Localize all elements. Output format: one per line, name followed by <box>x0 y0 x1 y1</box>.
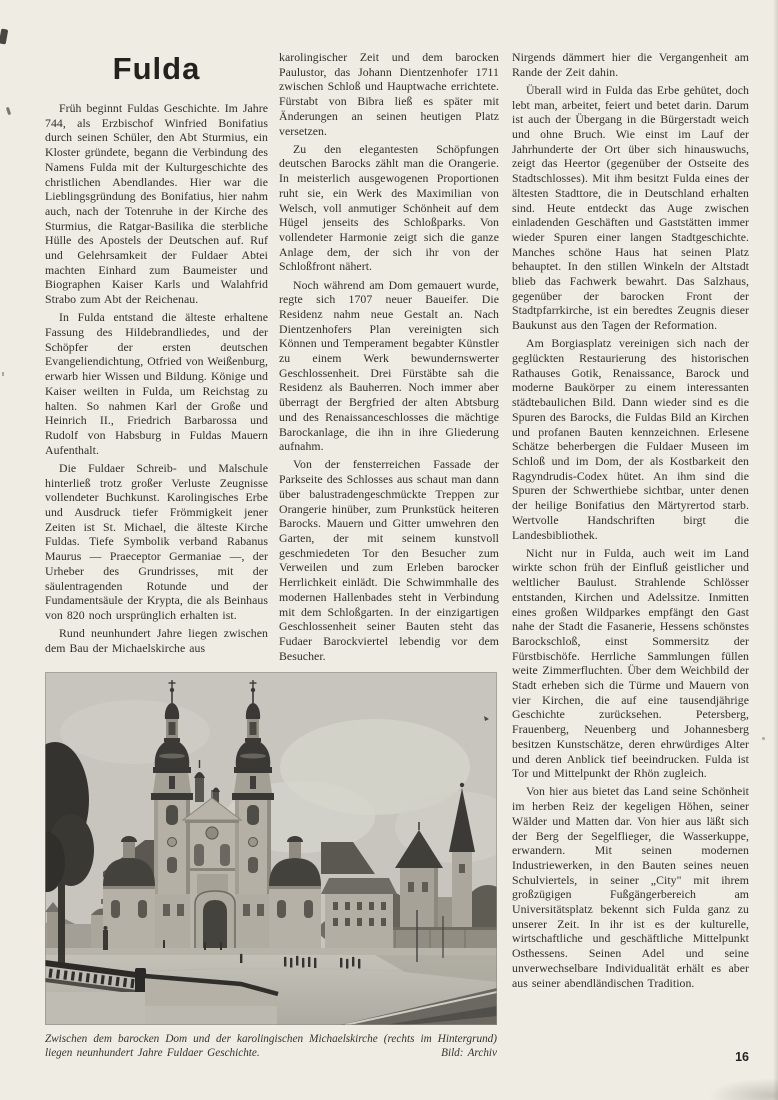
paragraph: Nicht nur in Fulda, auch weit im Land wirkte schon früh der Einfluß geistlicher und weltlicher Baulust. Strahlende Schlösser entstanden, Kirchen und Adelssitze. Inmitten eines großen Wildparkes empfängt den Gast nahe der Stadt die Fasanerie, Hessens schönstes Barockschloß, einst Sommersitz der Fürstbischöfe. Herrliche Sammlungen füllen weite Zimmerfluchten. Über dem Weichbild der Stadt erheben sich die Türme und Mauern von vier Kirchen, die auf eine tausendjährige Geschichte zurücksehen. Petersberg, Frauenberg, Neuenberg und Johannesberg besitzen Kunstschätze, deren ehrwürdiges Alter und deren Anblick tief beeindrucken. Fulda ist Tor und Mittelpunkt der Rhön zugleich. <box>512 545 749 781</box>
paragraph: In Fulda entstand die älteste erhaltene Fassung des Hildebrandliedes, und der Schöpfer der ersten deutschen Evangeliendichtung, Otfried von Weißenburg, erwarb hier Wissen und Bildung. Könige und Kaiser weilten in Fulda, um Reichstag zu halten. So nahmen Karl der Große und Heinrich II., Friedrich Barbarossa und Rudolf von Habsburg in Fuldas Mauern Aufenthalt. <box>45 310 268 457</box>
photo-caption-text: Zwischen dem barocken Dom und der karolingischen Michaelskirche (rechts im Hintergrund) liegen neunhundert Jahre Fuldaer Geschichte. <box>45 1033 497 1059</box>
print-artifact <box>2 372 4 376</box>
article-column-1 <box>45 44 268 670</box>
paragraph: Überall wird in Fulda das Erbe gehütet, doch lebt man, arbeitet, feiert und betet darin. Darum ist auch der Übergang in die Bürgerstadt weich und ohne Bruch. Wie einst im Lauf der Jahrhunderte der Ort über sich hinauswuchs, zeigt das Heertor (gegenüber der Ostseite des Stadtschlosses). Mit ihm besitzt Fulda eines der ältesten Stadttore, die in Deutschland erhalten sind. Heute entdeckt das Auge zwischen einladenden Geschäften und Gaststätten immer wieder Spuren einer langen Stadtgeschichte. Manches schöne Haus hat seinen Platz behauptet. In den stillen Winkeln der Altstadt blieb das Fachwerk bewahrt. Das Salzhaus, gegenüber der barocken Front der Stadtpfarrkirche, ist ein beredtes Zeugnis dieser Baukunst aus den Tagen der Reformation. <box>512 82 749 333</box>
paragraph: Nirgends dämmert hier die Vergangenheit am Rande der Zeit dahin. <box>512 50 749 79</box>
paragraph: Von der fensterreichen Fassade der Parkseite des Schlosses aus schaut man dann über balustradengeschmückte Treppen zur Orangerie hinüber, zum Prunkstück heiteren Barocks. Mauern und Gitter umwehren den Garten, der mit seinem kunstvoll geschmiedeten Tor den Besucher zum Verweilen und zum Erleben barocker Herrlichkeit einlädt. Die Schwimmhalle des modernen Hallenbades steht in Verbindung mit dem Schloßgarten. In der einzigartigen Geschlossenheit seiner Bauten steht das Fudaer Barockviertel lebendig vor dem Besucher. <box>279 457 499 663</box>
print-artifact <box>762 737 765 740</box>
print-artifact <box>0 29 8 45</box>
paragraph: Am Borgiasplatz vereinigen sich nach der geglückten Restaurierung des historischen Rathauses Gotik, Renaissance, Barock und moderne Baukörper zu einem interessanten städtebaulichen Bild. Dann wieder sind es die Spuren des Barocks, die Fuldas Bild an Kirchen und profanen Bauten kennzeichnen. Erlesene Schätze beherbergen die Fuldaer Museen im Schloß und im Dom, der als Kostbarkeit den Ragyndrudis-Codex hütet. An ihm sind die Spuren der Schwerthiebe sichtbar, unter denen der heilige Bonifatius den Märtyrertod starb. Wertvolle Handschriften birgt die Landesbibliothek. <box>512 336 749 542</box>
paragraph: karolingischer Zeit und dem barocken Paulustor, das Johann Dientzenhofer 1711 zwischen Schloß und Hauptwache errichtete. Fürstabt von Bibra ließ es später mit Änderungen an seinen heutigen Platz versetzen. <box>279 50 499 138</box>
paragraph: Die Fuldaer Schreib- und Malschule hinterließ trotz großer Verluste Zeugnisse vollendeter Buchkunst. Karolingisches Erbe und Ausdruck tiefer Frömmigkeit jener Zeiten ist St. Michael, die älteste Kirche Fuldas. Tiefe Symbolik verband Rabanus Maurus — Praeceptor Germaniae —, der Urheber des Grundrisses, mit der säulentragenden Rotunde und der Fundamentsäule der Krypta, die als Beinhaus von 820 noch ursprünglich erhalten ist. <box>45 460 268 622</box>
photo-credit: Bild: Archiv <box>441 1046 497 1059</box>
paragraph: Noch während am Dom gemauert wurde, regte sich 1707 neuer Baueifer. Die Residenz nahm neue Gestalt an. Nach Dientzenhofers Plan vereinigten sich Können und Temperament begabter Künstler zu einem Werk bewundernswerter Geschlossenheit. Drei Fürstäbte sah die Residenz als Bauherren. Noch immer aber überragt der Bergfried der alten Abtsburg und des Renaissanceschlosses die mächtige Barockanlage, die ihn in ihre Gliederung aufnahm. <box>279 277 499 454</box>
paragraph: Früh beginnt Fuldas Geschichte. Im Jahre 744, als Erzbischof Winfried Bonifatius durch seinen Schüler, den Abt Sturmius, ein Kloster gründete, begann die Verbindung des Namens Fulda mit der Kulturgeschichte des christlichen Abendlandes. Hier war die Lieblingsgründung des Bonifatius, hier nahm auch, nach der Totenruhe in der Kirche des Sturmius, die Ratgar-Basilika die sterbliche Hülle des Apostels der Deutschen auf. Ruf und Gelehrsamkeit der Fuldaer Abtei machten Einhard zum Baumeister und Biographen Kaiser Karls und Walahfrid Strabo zum Abt der Reichenau. <box>45 101 268 307</box>
photo-caption <box>45 1033 497 1061</box>
paragraph: Rund neunhundert Jahre liegen zwischen dem Bau der Michaelskirche aus <box>45 626 268 655</box>
page-number: 16 <box>735 1050 749 1064</box>
page-edge-shadow <box>773 0 778 1100</box>
paragraph: Zu den elegantesten Schöpfungen deutschen Barocks zählt man die Orangerie. In meisterlich ausgewogenen Proportionen ruht sie, ein Werk des Maximilian von Welsch, voll anmutiger Schönheit auf dem Hügel jenseits des Schloßparks. Von vollendeter Harmonie zeigt sich die ganze Anlage dem, der sich ihr von der Schloßfront nähert. <box>279 141 499 274</box>
article-title: Fulda <box>112 51 201 86</box>
print-artifact <box>6 107 11 116</box>
paragraph: Von hier aus bietet das Land seine Schönheit im herben Reiz der kegeligen Höhen, seiner Wälder und Matten dar. Von hier aus läßt sich der Berg der Segelflieger, die Wasserkuppe, erwandern. Mit seinen modernen Industriewerken, in den Bauten seines neuen Schulviertels, in seiner „City" mit ihrem großzügigen Fußgängerbereich am Universitätsplatz bekennt sich Fulda ganz zu unserer Zeit. In ihr ist es der kulturelle, wirtschaftliche und geschäftliche Mittelpunkt Osthessens. Seinen Adel und seine unverwechselbare Individualität erhält es aber aus seiner abendländischen Tradition. <box>512 784 749 990</box>
article-column-3 <box>512 44 749 1088</box>
scan-smudge <box>708 1078 778 1100</box>
article-column-2 <box>279 44 499 676</box>
fulda-cathedral-photo <box>45 672 497 1025</box>
